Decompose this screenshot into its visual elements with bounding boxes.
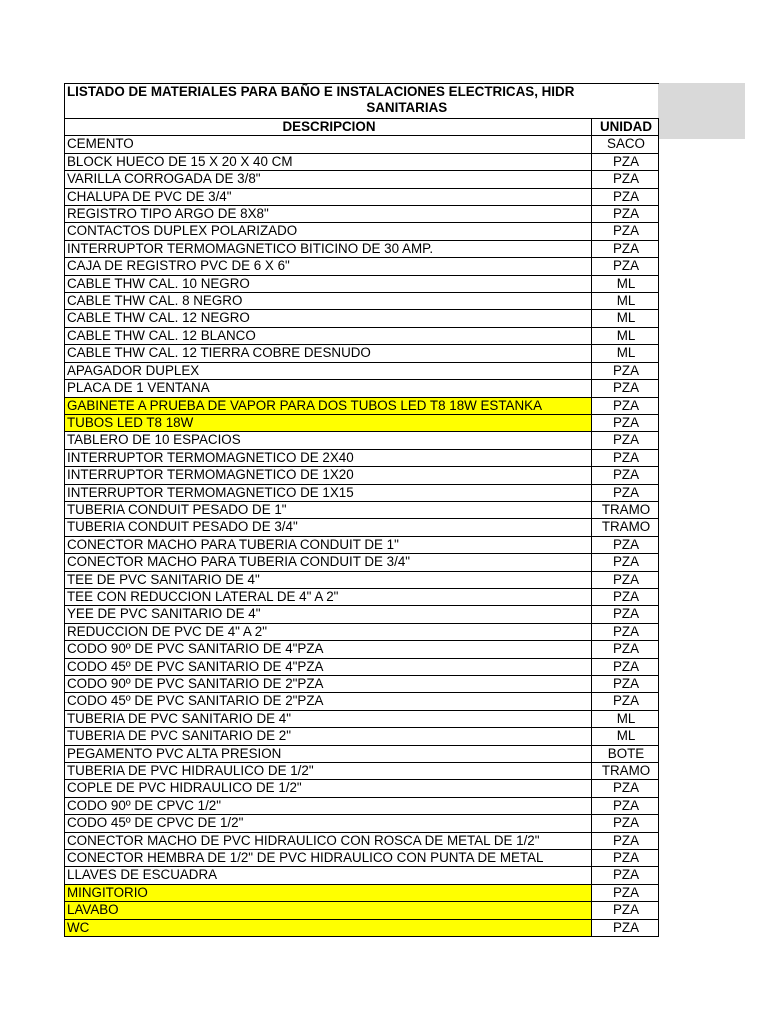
row-description-cell[interactable]: YEE DE PVC SANITARIO DE 4" (65, 606, 592, 623)
row-description-cell[interactable]: CONECTOR MACHO PARA TUBERIA CONDUIT DE 3/4" (65, 554, 592, 571)
row-description-cell[interactable]: TABLERO DE 10 ESPACIOS (65, 432, 592, 449)
row-description-cell[interactable]: TUBOS LED T8 18W (65, 414, 592, 431)
table-row (65, 571, 659, 588)
row-unit-cell[interactable]: TRAMO (592, 519, 659, 536)
row-description-cell[interactable]: CONECTOR MACHO PARA TUBERIA CONDUIT DE 1" (65, 536, 592, 553)
row-unit-cell[interactable]: PZA (592, 188, 659, 205)
table-row (65, 606, 659, 623)
row-unit-cell[interactable]: PZA (592, 902, 659, 919)
table-row (65, 380, 659, 397)
table-row (65, 484, 659, 501)
row-unit-cell[interactable]: PZA (592, 832, 659, 849)
row-description-cell[interactable]: CABLE THW CAL. 8 NEGRO (65, 293, 592, 310)
row-unit-cell[interactable]: ML (592, 327, 659, 344)
table-row (65, 815, 659, 832)
row-description-cell[interactable]: INTERRUPTOR TERMOMAGNETICO DE 1X15 (65, 484, 592, 501)
table-row (65, 519, 659, 536)
table-row (65, 919, 659, 936)
table-title-cell[interactable] (65, 84, 659, 119)
row-description-cell[interactable]: TEE DE PVC SANITARIO DE 4" (65, 571, 592, 588)
table-row (65, 206, 659, 223)
row-description-cell[interactable]: TUBERIA DE PVC HIDRAULICO DE 1/2" (65, 763, 592, 780)
table-row (65, 536, 659, 553)
row-unit-cell[interactable]: ML (592, 293, 659, 310)
row-unit-cell[interactable]: PZA (592, 449, 659, 466)
table-row (65, 658, 659, 675)
materials-table (64, 83, 659, 937)
row-description-cell[interactable]: TUBERIA CONDUIT PESADO DE 1" (65, 501, 592, 518)
header-row (65, 119, 659, 136)
row-unit-cell[interactable]: PZA (592, 850, 659, 867)
table-row (65, 362, 659, 379)
row-description-cell[interactable]: CODO 90º DE PVC SANITARIO DE 2"PZA (65, 676, 592, 693)
row-description-cell[interactable]: CONECTOR HEMBRA DE 1/2" DE PVC HIDRAULICO CON PUNTA DE METAL (65, 850, 592, 867)
table-row (65, 641, 659, 658)
table-row (65, 275, 659, 292)
row-unit-cell[interactable]: PZA (592, 588, 659, 605)
row-description-cell[interactable]: REGISTRO TIPO ARGO DE 8X8" (65, 206, 592, 223)
header-descripcion[interactable]: DESCRIPCION (65, 119, 592, 136)
row-description-cell[interactable]: CAJA DE REGISTRO PVC DE 6 X 6" (65, 258, 592, 275)
adjacent-gray-cell (658, 83, 745, 139)
table-row (65, 745, 659, 762)
row-description-cell[interactable]: VARILLA CORROGADA DE 3/8" (65, 171, 592, 188)
row-description-cell[interactable]: CHALUPA DE PVC DE 3/4" (65, 188, 592, 205)
table-row (65, 867, 659, 884)
row-description-cell[interactable]: WC (65, 919, 592, 936)
row-unit-cell[interactable]: PZA (592, 676, 659, 693)
table-title-line-1: LISTADO DE MATERIALES PARA BAÑO E INSTALACIONES ELECTRICAS, HIDR (67, 84, 575, 99)
row-description-cell[interactable]: INTERRUPTOR TERMOMAGNETICO DE 2X40 (65, 449, 592, 466)
row-unit-cell[interactable]: PZA (592, 919, 659, 936)
table-row (65, 693, 659, 710)
row-unit-cell[interactable]: PZA (592, 797, 659, 814)
table-title-line-2: SANITARIAS (366, 100, 448, 116)
row-unit-cell[interactable]: PZA (592, 571, 659, 588)
row-description-cell[interactable]: TUBERIA DE PVC SANITARIO DE 2" (65, 728, 592, 745)
row-unit-cell[interactable]: PZA (592, 536, 659, 553)
row-unit-cell[interactable]: ML (592, 710, 659, 727)
row-unit-cell[interactable]: PZA (592, 171, 659, 188)
row-description-cell[interactable]: REDUCCION DE PVC DE 4" A 2" (65, 623, 592, 640)
row-description-cell[interactable]: INTERRUPTOR TERMOMAGNETICO DE 1X20 (65, 467, 592, 484)
table-row (65, 136, 659, 153)
table-row (65, 850, 659, 867)
table-row (65, 188, 659, 205)
title-row (65, 84, 659, 119)
row-unit-cell[interactable]: PZA (592, 484, 659, 501)
table-row (65, 467, 659, 484)
header-unidad[interactable]: UNIDAD (592, 119, 659, 136)
row-unit-cell[interactable]: PZA (592, 258, 659, 275)
row-description-cell[interactable]: INTERRUPTOR TERMOMAGNETICO BITICINO DE 30 AMP. (65, 240, 592, 257)
row-unit-cell[interactable]: ML (592, 310, 659, 327)
row-unit-cell[interactable]: ML (592, 728, 659, 745)
row-description-cell[interactable]: CABLE THW CAL. 12 NEGRO (65, 310, 592, 327)
row-description-cell[interactable]: CABLE THW CAL. 12 BLANCO (65, 327, 592, 344)
table-row (65, 676, 659, 693)
row-unit-cell[interactable]: PZA (592, 867, 659, 884)
row-unit-cell[interactable]: PZA (592, 641, 659, 658)
row-description-cell[interactable]: TUBERIA DE PVC SANITARIO DE 4" (65, 710, 592, 727)
row-unit-cell[interactable]: PZA (592, 206, 659, 223)
row-description-cell[interactable]: CODO 90º DE CPVC 1/2" (65, 797, 592, 814)
row-description-cell[interactable]: APAGADOR DUPLEX (65, 362, 592, 379)
row-unit-cell[interactable]: PZA (592, 240, 659, 257)
table-row (65, 884, 659, 901)
row-description-cell[interactable]: BLOCK HUECO DE 15 X 20 X 40 CM (65, 153, 592, 170)
table-row (65, 902, 659, 919)
row-description-cell[interactable]: GABINETE A PRUEBA DE VAPOR PARA DOS TUBOS LED T8 18W ESTANKA (65, 397, 592, 414)
row-description-cell[interactable]: COPLE DE PVC HIDRAULICO DE 1/2" (65, 780, 592, 797)
row-description-cell[interactable]: CODO 45º DE PVC SANITARIO DE 4"PZA (65, 658, 592, 675)
row-unit-cell[interactable]: PZA (592, 780, 659, 797)
row-unit-cell[interactable]: PZA (592, 693, 659, 710)
table-row (65, 223, 659, 240)
table-row (65, 710, 659, 727)
table-row (65, 327, 659, 344)
table-row (65, 171, 659, 188)
table-row (65, 258, 659, 275)
table-row (65, 832, 659, 849)
row-description-cell[interactable]: CODO 90º DE PVC SANITARIO DE 4"PZA (65, 641, 592, 658)
row-unit-cell[interactable]: PZA (592, 815, 659, 832)
row-description-cell[interactable]: CABLE THW CAL. 10 NEGRO (65, 275, 592, 292)
row-description-cell[interactable]: CONECTOR MACHO DE PVC HIDRAULICO CON ROSCA DE METAL DE 1/2" (65, 832, 592, 849)
table-row (65, 153, 659, 170)
table-row (65, 432, 659, 449)
row-description-cell[interactable]: PEGAMENTO PVC ALTA PRESION (65, 745, 592, 762)
table-row (65, 501, 659, 518)
row-unit-cell[interactable]: PZA (592, 362, 659, 379)
row-unit-cell[interactable]: PZA (592, 432, 659, 449)
table-row (65, 345, 659, 362)
table-row (65, 554, 659, 571)
table-row (65, 310, 659, 327)
row-description-cell[interactable]: CODO 45º DE CPVC DE 1/2" (65, 815, 592, 832)
row-unit-cell[interactable]: PZA (592, 884, 659, 901)
row-description-cell[interactable]: PLACA DE 1 VENTANA (65, 380, 592, 397)
row-unit-cell[interactable]: TRAMO (592, 501, 659, 518)
row-description-cell[interactable]: CONTACTOS DUPLEX POLARIZADO (65, 223, 592, 240)
row-unit-cell[interactable]: PZA (592, 223, 659, 240)
row-unit-cell[interactable]: SACO (592, 136, 659, 153)
row-description-cell[interactable]: MINGITORIO (65, 884, 592, 901)
table-row (65, 449, 659, 466)
row-unit-cell[interactable]: PZA (592, 658, 659, 675)
row-description-cell[interactable]: LLAVES DE ESCUADRA (65, 867, 592, 884)
table-row (65, 728, 659, 745)
table-row (65, 623, 659, 640)
row-unit-cell[interactable]: PZA (592, 380, 659, 397)
row-description-cell[interactable]: LAVABO (65, 902, 592, 919)
row-description-cell[interactable]: CEMENTO (65, 136, 592, 153)
table-row (65, 797, 659, 814)
row-unit-cell[interactable]: ML (592, 275, 659, 292)
row-description-cell[interactable]: TUBERIA CONDUIT PESADO DE 3/4" (65, 519, 592, 536)
row-unit-cell[interactable]: PZA (592, 554, 659, 571)
row-unit-cell[interactable]: PZA (592, 467, 659, 484)
row-unit-cell[interactable]: PZA (592, 414, 659, 431)
row-unit-cell[interactable]: PZA (592, 606, 659, 623)
table-row (65, 763, 659, 780)
table-row (65, 414, 659, 431)
row-unit-cell[interactable]: TRAMO (592, 763, 659, 780)
table-row (65, 780, 659, 797)
table-row (65, 293, 659, 310)
row-unit-cell[interactable]: ML (592, 345, 659, 362)
materials-rows (65, 136, 659, 937)
row-unit-cell[interactable]: PZA (592, 153, 659, 170)
row-description-cell[interactable]: TEE CON REDUCCION LATERAL DE 4" A 2" (65, 588, 592, 605)
row-unit-cell[interactable]: PZA (592, 397, 659, 414)
row-description-cell[interactable]: CODO 45º DE PVC SANITARIO DE 2"PZA (65, 693, 592, 710)
row-unit-cell[interactable]: BOTE (592, 745, 659, 762)
row-description-cell[interactable]: CABLE THW CAL. 12 TIERRA COBRE DESNUDO (65, 345, 592, 362)
row-unit-cell[interactable]: PZA (592, 623, 659, 640)
table-row (65, 588, 659, 605)
table-row (65, 240, 659, 257)
table-row (65, 397, 659, 414)
